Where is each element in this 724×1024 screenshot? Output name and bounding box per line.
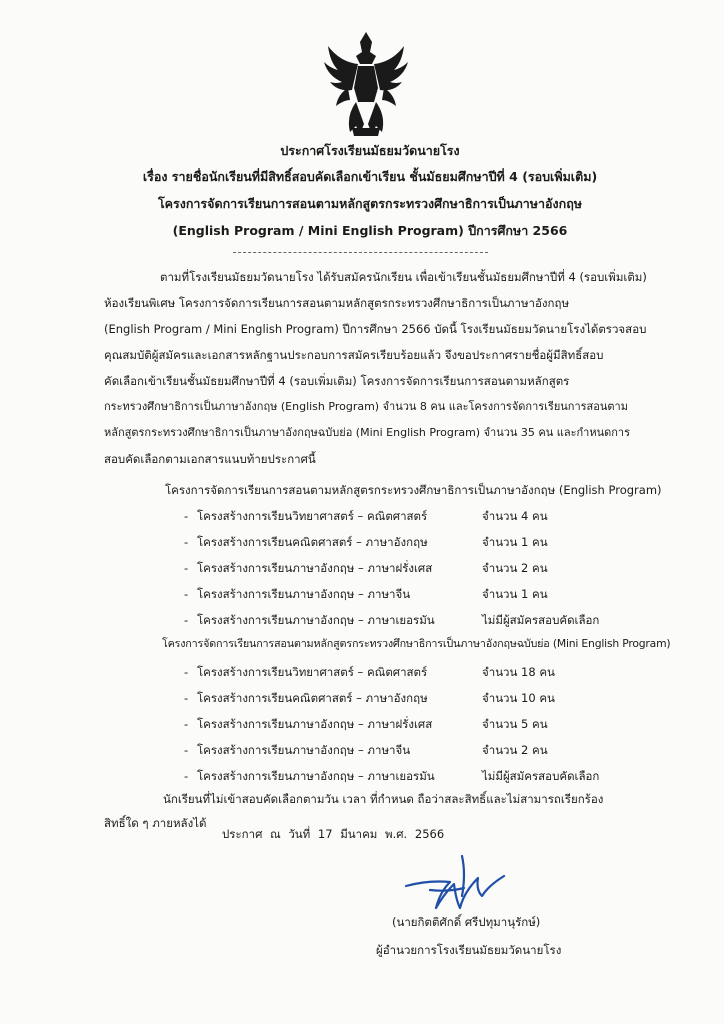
track-name: โครงสร้างการเรียนภาษาอังกฤษ – ภาษาฝรั่งเศส xyxy=(197,561,433,575)
body-line: กระทรวงศึกษาธิการเป็นภาษาอังกฤษ (English Program) จำนวน 8 คน และโครงการจัดการเรียนการสอนตาม xyxy=(104,400,628,413)
track-name: โครงสร้างการเรียนภาษาอังกฤษ – ภาษาจีน xyxy=(197,743,411,757)
track-name: โครงสร้างการเรียนภาษาอังกฤษ – ภาษาเยอรมัน xyxy=(197,613,435,627)
signatory-position: ผู้อำนวยการโรงเรียนมัธยมวัดนายโรง xyxy=(376,943,562,957)
track-count: จำนวน 1 คน xyxy=(482,587,548,601)
list-bullet: - xyxy=(184,535,189,549)
list-bullet: - xyxy=(184,743,189,757)
body-line: (English Program / Mini English Program) ปีการศึกษา 2566 บัดนี้ โรงเรียนมัธยมวัดนายโรงได้ตรวจสอบ xyxy=(104,322,647,336)
list-bullet: - xyxy=(184,717,189,731)
announcement-subject: เรื่อง รายชื่อนักเรียนที่มีสิทธิ์สอบคัดเลือกเข้าเรียน ชั้นมัธยมศึกษาปีที่ 4 (รอบเพิ่มเติม) xyxy=(142,169,598,184)
track-name: โครงสร้างการเรียนคณิตศาสตร์ – ภาษาอังกฤษ xyxy=(197,535,428,549)
program-heading: โครงการจัดการเรียนการสอนตามหลักสูตรกระทรวงศึกษาธิการเป็นภาษาอังกฤษ xyxy=(157,196,583,211)
track-name: โครงสร้างการเรียนวิทยาศาสตร์ – คณิตศาสตร์ xyxy=(197,509,428,523)
track-count: จำนวน 2 คน xyxy=(482,743,548,757)
divider xyxy=(233,252,488,253)
list-bullet: - xyxy=(184,561,189,575)
list-bullet: - xyxy=(184,769,189,783)
signatory-name: (นายกิตติศักดิ์ ศรีปทุมานุรักษ์) xyxy=(392,915,541,929)
english-program-title: โครงการจัดการเรียนการสอนตามหลักสูตรกระทรวงศึกษาธิการเป็นภาษาอังกฤษ (English Program) xyxy=(165,483,662,497)
body-line: คุณสมบัติผู้สมัครและเอกสารหลักฐานประกอบการสมัครเรียบร้อยแล้ว จึงขอประกาศรายชื่อผู้มีสิทธิ์สอบ xyxy=(104,348,604,362)
track-count: จำนวน 4 คน xyxy=(482,509,548,523)
body-line: สอบคัดเลือกตามเอกสารแนบท้ายประกาศนี้ xyxy=(104,452,316,466)
track-count: ไม่มีผู้สมัครสอบคัดเลือก xyxy=(482,613,600,627)
body-line: ตามที่โรงเรียนมัธยมวัดนายโรง ได้รับสมัครนักเรียน เพื่อเข้าเรียนชั้นมัธยมศึกษาปีที่ 4 (รอบเพิ่มเติม) xyxy=(160,270,647,284)
closing-line: สิทธิ์ใด ๆ ภายหลังได้ xyxy=(104,816,207,830)
list-bullet: - xyxy=(184,691,189,705)
list-bullet: - xyxy=(184,613,189,627)
track-count: จำนวน 1 คน xyxy=(482,535,548,549)
signature-icon xyxy=(400,846,520,916)
body-line: หลักสูตรกระทรวงศึกษาธิการเป็นภาษาอังกฤษฉบับย่อ (Mini English Program) จำนวน 35 คน และกำหนดการ xyxy=(104,426,631,439)
mini-english-program-title: โครงการจัดการเรียนการสอนตามหลักสูตรกระทรวงศึกษาธิการเป็นภาษาอังกฤษฉบับย่อ (Mini English Program) xyxy=(162,637,671,650)
track-name: โครงสร้างการเรียนภาษาอังกฤษ – ภาษาเยอรมัน xyxy=(197,769,435,783)
track-count: จำนวน 5 คน xyxy=(482,717,548,731)
announcement-date: ประกาศ ณ วันที่ 17 มีนาคม พ.ศ. 2566 xyxy=(222,827,445,841)
track-name: โครงสร้างการเรียนภาษาอังกฤษ – ภาษาฝรั่งเศส xyxy=(197,717,433,731)
garuda-emblem-icon xyxy=(318,28,414,140)
list-bullet: - xyxy=(184,587,189,601)
program-year: (English Program / Mini English Program) ปีการศึกษา 2566 xyxy=(172,223,568,238)
track-count: จำนวน 2 คน xyxy=(482,561,548,575)
closing-line: นักเรียนที่ไม่เข้าสอบคัดเลือกตามวัน เวลา ที่กำหนด ถือว่าสละสิทธิ์และไม่สามารถเรียกร้อง xyxy=(163,792,604,806)
announcement-title: ประกาศโรงเรียนมัธยมวัดนายโรง xyxy=(280,143,460,158)
track-count: ไม่มีผู้สมัครสอบคัดเลือก xyxy=(482,769,600,783)
track-count: จำนวน 18 คน xyxy=(482,665,555,679)
body-line: คัดเลือกเข้าเรียนชั้นมัธยมศึกษาปีที่ 4 (รอบเพิ่มเติม) โครงการจัดการเรียนการสอนตามหลักสูตร xyxy=(104,374,570,388)
list-bullet: - xyxy=(184,509,189,523)
track-name: โครงสร้างการเรียนวิทยาศาสตร์ – คณิตศาสตร์ xyxy=(197,665,428,679)
track-name: โครงสร้างการเรียนคณิตศาสตร์ – ภาษาอังกฤษ xyxy=(197,691,428,705)
track-count: จำนวน 10 คน xyxy=(482,691,555,705)
body-line: ห้องเรียนพิเศษ โครงการจัดการเรียนการสอนตามหลักสูตรกระทรวงศึกษาธิการเป็นภาษาอังกฤษ xyxy=(104,296,570,310)
list-bullet: - xyxy=(184,665,189,679)
track-name: โครงสร้างการเรียนภาษาอังกฤษ – ภาษาจีน xyxy=(197,587,411,601)
